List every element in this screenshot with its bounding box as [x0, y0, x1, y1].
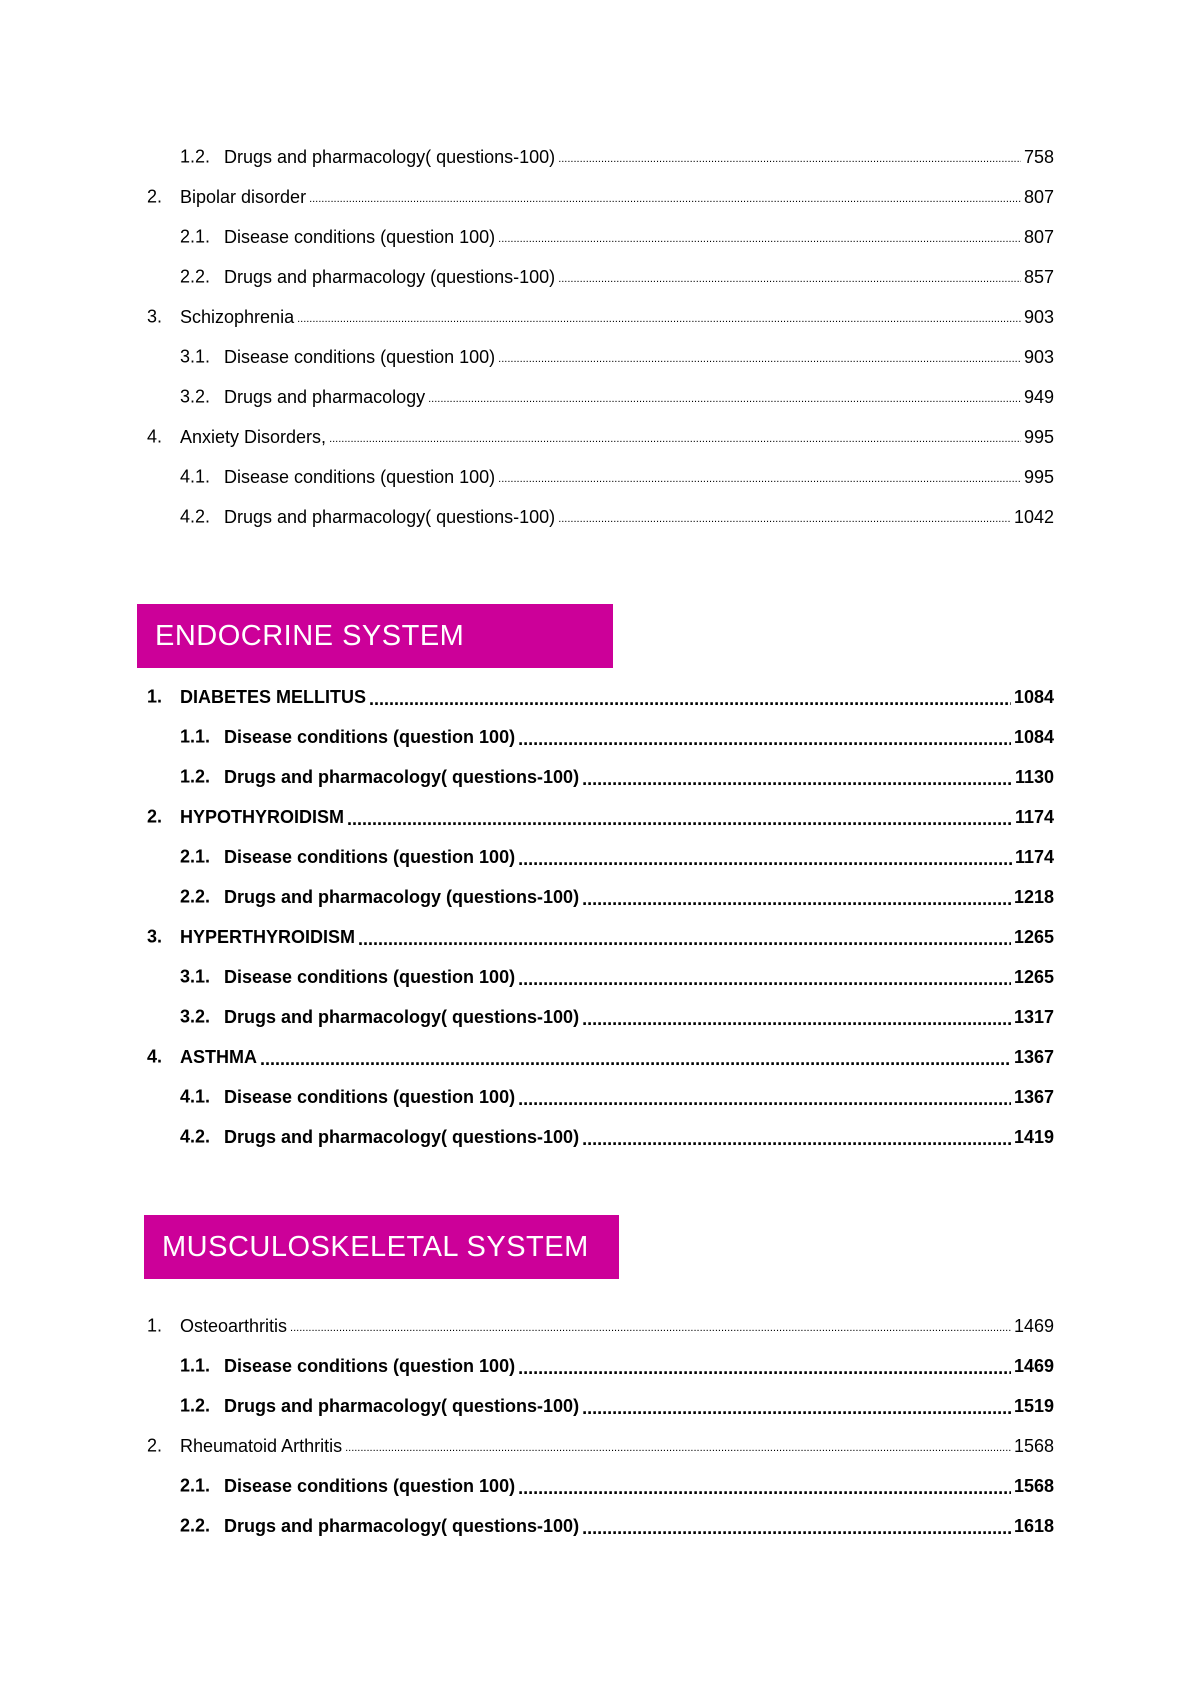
toc-entry[interactable] [0, 922, 1191, 952]
entry-page: 1084 [1013, 726, 1054, 747]
toc-entry[interactable] [0, 262, 1191, 292]
entry-page: 807 [1023, 186, 1054, 207]
entry-page: 1042 [1013, 506, 1054, 527]
toc-entry[interactable] [0, 802, 1191, 832]
entry-page: 1568 [1013, 1475, 1054, 1496]
entry-page: 1618 [1013, 1515, 1054, 1536]
entry-page: 1218 [1013, 886, 1054, 907]
toc-entry[interactable] [0, 422, 1191, 452]
dot-leader [297, 313, 1021, 325]
toc-entry[interactable] [0, 502, 1191, 532]
entry-title: Disease conditions (question 100) [224, 726, 516, 747]
entry-number: 3.1. [180, 346, 211, 367]
dot-leader [582, 1518, 1011, 1539]
entry-title: Bipolar disorder [180, 186, 307, 207]
entry-page: 1317 [1013, 1006, 1054, 1027]
dot-leader [582, 1009, 1011, 1030]
toc-entry[interactable] [0, 1002, 1191, 1032]
entry-number: 2. [147, 806, 163, 827]
toc-entry[interactable] [0, 222, 1191, 252]
dot-leader [518, 1089, 1011, 1110]
entry-number: 1.2. [180, 766, 211, 787]
entry-number: 2.1. [180, 1475, 211, 1496]
entry-number: 1.2. [180, 146, 211, 167]
dot-leader [358, 929, 1011, 950]
entry-title: Disease conditions (question 100) [224, 966, 516, 987]
entry-number: 2. [147, 186, 163, 207]
entry-number: 1.2. [180, 1395, 211, 1416]
toc-entry[interactable] [0, 462, 1191, 492]
entry-title: Drugs and pharmacology [224, 386, 426, 407]
entry-title: Osteoarthritis [180, 1315, 288, 1336]
entry-number: 3.2. [180, 1006, 211, 1027]
toc-entry[interactable] [0, 1351, 1191, 1381]
toc-entry[interactable] [0, 1122, 1191, 1152]
toc-entry[interactable] [0, 1471, 1191, 1501]
entry-title: Disease conditions (question 100) [224, 1355, 516, 1376]
entry-number: 2.2. [180, 266, 211, 287]
entry-number: 4.1. [180, 466, 211, 487]
entry-title: ASTHMA [180, 1046, 257, 1067]
entry-number: 2.2. [180, 886, 211, 907]
entry-number: 1. [147, 1315, 163, 1336]
dot-leader [518, 729, 1011, 750]
entry-page: 1568 [1013, 1435, 1054, 1456]
toc-entry[interactable] [0, 182, 1191, 212]
dot-leader [518, 849, 1012, 870]
dot-leader [558, 153, 1021, 165]
toc-entry[interactable] [0, 842, 1191, 872]
dot-leader [582, 889, 1011, 910]
dot-leader [309, 193, 1021, 205]
entry-page: 1469 [1013, 1315, 1054, 1336]
entry-title: Disease conditions (question 100) [224, 226, 496, 247]
entry-number: 4. [147, 426, 163, 447]
entry-title: Disease conditions (question 100) [224, 1475, 516, 1496]
toc-entry[interactable] [0, 302, 1191, 332]
toc-entry[interactable] [0, 382, 1191, 412]
entry-number: 3. [147, 306, 163, 327]
entry-number: 2.1. [180, 226, 211, 247]
dot-leader [498, 233, 1021, 245]
entry-number: 3. [147, 926, 163, 947]
entry-page: 903 [1023, 346, 1054, 367]
dot-leader [518, 969, 1011, 990]
entry-title: HYPERTHYROIDISM [180, 926, 356, 947]
toc-entry[interactable] [0, 142, 1191, 172]
toc-entry[interactable] [0, 962, 1191, 992]
entry-title: Drugs and pharmacology( questions-100) [224, 1126, 580, 1147]
entry-page: 807 [1023, 226, 1054, 247]
dot-leader [518, 1358, 1011, 1379]
dot-leader [582, 1129, 1011, 1150]
entry-number: 1. [147, 686, 163, 707]
entry-title: HYPOTHYROIDISM [180, 806, 345, 827]
entry-title: Rheumatoid Arthritis [180, 1435, 343, 1456]
entry-number: 3.1. [180, 966, 211, 987]
entry-number: 2.2. [180, 1515, 211, 1536]
entry-page: 995 [1023, 466, 1054, 487]
dot-leader [498, 473, 1021, 485]
dot-leader [498, 353, 1021, 365]
entry-title: Drugs and pharmacology( questions-100) [224, 506, 556, 527]
entry-number: 2. [147, 1435, 163, 1456]
entry-title: Drugs and pharmacology( questions-100) [224, 1515, 580, 1536]
toc-entry[interactable] [0, 1431, 1191, 1461]
dot-leader [428, 393, 1021, 405]
entry-title: Disease conditions (question 100) [224, 466, 496, 487]
entry-title: Disease conditions (question 100) [224, 846, 516, 867]
entry-page: 758 [1023, 146, 1054, 167]
dot-leader [558, 513, 1011, 525]
entry-title: Drugs and pharmacology( questions-100) [224, 766, 580, 787]
toc-entry[interactable] [0, 1311, 1191, 1341]
entry-title: DIABETES MELLITUS [180, 686, 367, 707]
entry-page: 1174 [1014, 846, 1054, 867]
entry-page: 1419 [1013, 1126, 1054, 1147]
dot-leader [329, 433, 1021, 445]
entry-page: 949 [1023, 386, 1054, 407]
entry-title: Drugs and pharmacology (questions-100) [224, 266, 556, 287]
entry-number: 4.2. [180, 1126, 211, 1147]
entry-page: 1367 [1013, 1086, 1054, 1107]
dot-leader [582, 1398, 1011, 1419]
dot-leader [558, 273, 1021, 285]
entry-number: 2.1. [180, 846, 211, 867]
toc-entry[interactable] [0, 342, 1191, 372]
entry-page: 1469 [1013, 1355, 1054, 1376]
toc-entry[interactable] [0, 1511, 1191, 1541]
entry-page: 1174 [1014, 806, 1054, 827]
entry-title: Drugs and pharmacology( questions-100) [224, 146, 556, 167]
entry-title: Drugs and pharmacology( questions-100) [224, 1395, 580, 1416]
entry-number: 1.1. [180, 726, 211, 747]
entry-page: 1265 [1013, 966, 1054, 987]
entry-page: 1367 [1013, 1046, 1054, 1067]
entry-title: Disease conditions (question 100) [224, 1086, 516, 1107]
dot-leader [582, 769, 1012, 790]
toc-entry[interactable] [0, 762, 1191, 792]
entry-page: 903 [1023, 306, 1054, 327]
entry-title: Schizophrenia [180, 306, 295, 327]
section-heading: ENDOCRINE SYSTEM [137, 604, 613, 668]
dot-leader [260, 1049, 1011, 1070]
dot-leader [518, 1478, 1011, 1499]
entry-number: 4. [147, 1046, 163, 1067]
entry-number: 1.1. [180, 1355, 211, 1376]
toc-entry[interactable] [0, 722, 1191, 752]
dot-leader [290, 1322, 1011, 1334]
entry-page: 995 [1023, 426, 1054, 447]
toc-entry[interactable] [0, 1042, 1191, 1072]
toc-entry[interactable] [0, 682, 1191, 712]
dot-leader [347, 809, 1012, 830]
entry-title: Anxiety Disorders, [180, 426, 327, 447]
entry-number: 4.2. [180, 506, 211, 527]
entry-page: 1084 [1013, 686, 1054, 707]
toc-entry[interactable] [0, 882, 1191, 912]
entry-title: Drugs and pharmacology (questions-100) [224, 886, 580, 907]
toc-entry[interactable] [0, 1391, 1191, 1421]
entry-page: 1519 [1013, 1395, 1054, 1416]
section-heading: MUSCULOSKELETAL SYSTEM [144, 1215, 619, 1279]
dot-leader [345, 1442, 1011, 1454]
dot-leader [369, 689, 1011, 710]
toc-entry[interactable] [0, 1082, 1191, 1112]
entry-title: Drugs and pharmacology( questions-100) [224, 1006, 580, 1027]
entry-number: 4.1. [180, 1086, 211, 1107]
entry-page: 1130 [1014, 766, 1054, 787]
entry-title: Disease conditions (question 100) [224, 346, 496, 367]
entry-number: 3.2. [180, 386, 211, 407]
entry-page: 857 [1023, 266, 1054, 287]
entry-page: 1265 [1013, 926, 1054, 947]
